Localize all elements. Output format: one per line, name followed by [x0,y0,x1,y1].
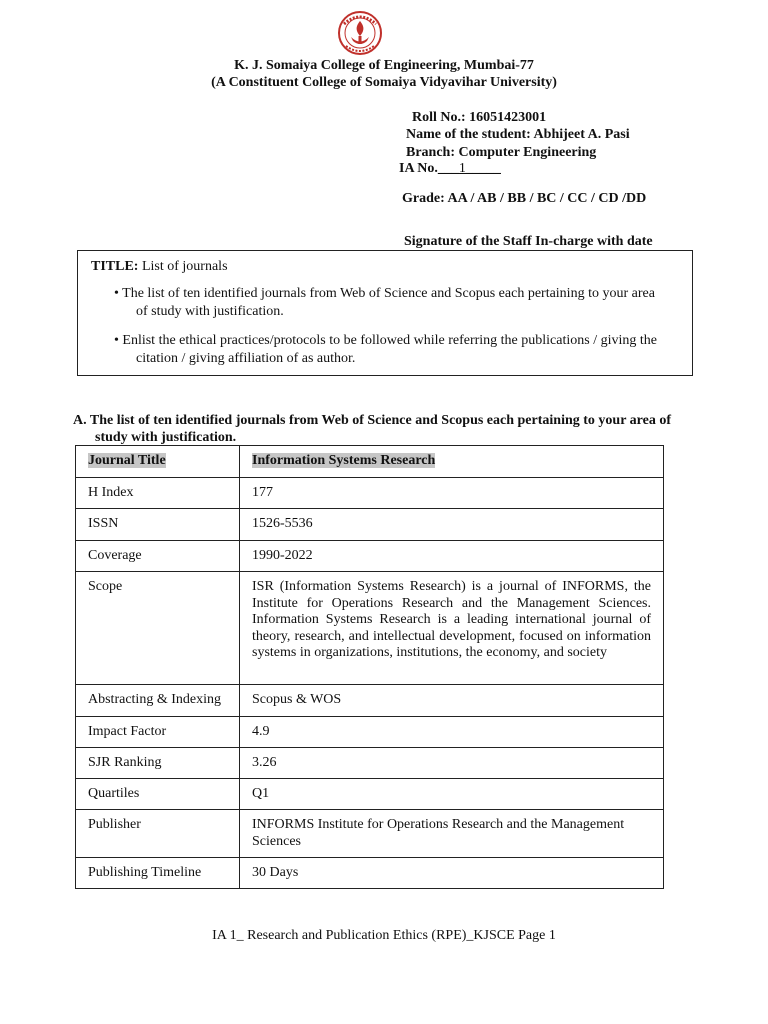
row-key: Scope [76,572,240,685]
title-value: List of journals [141,259,228,274]
row-key: Abstracting & Indexing [76,685,240,717]
row-value: INFORMS Institute for Operations Research and the Management Sciences [240,810,664,858]
table-row [76,810,664,858]
row-key: SJR Ranking [76,748,240,779]
bullet-journals-line1: • The list of ten identified journals from Web of Science and Scopus each pertaining to your area [114,286,655,301]
college-name: K. J. Somaiya College of Engineering, Mumbai-77 [234,58,534,73]
bullet-ethics [114,332,684,368]
table-row [76,717,664,748]
header-key: Journal Title [88,453,166,468]
row-key: Coverage [76,541,240,572]
roll-number: Roll No.: 16051423001 [412,110,547,125]
section-a-line1: A. The list of ten identified journals from Web of Science and Scopus each pertaining to your area of [73,413,671,428]
journal-table [75,445,664,889]
table-row [76,858,664,889]
ia-label: IA No. [399,161,438,176]
header-value: Information Systems Research [252,453,436,468]
title-box [77,250,693,376]
row-key: Publishing Timeline [76,858,240,889]
table-header-row [76,446,664,478]
row-value: ISR (Information Systems Research) is a journal of INFORMS, the Institute for Operations Research and the Management Sciences. Information Systems Research is a leading international journal of theory, research, and intellectual development, focused on information systems in organizations, institutions, the economy, and society [240,572,664,685]
section-a-line2: study with justification. [95,430,237,445]
row-value: Q1 [240,779,664,810]
title-line [91,258,228,276]
table-row [76,779,664,810]
branch: Branch: Computer Engineering [406,145,597,160]
table-row [76,478,664,509]
row-key: Impact Factor [76,717,240,748]
grade-line: Grade: AA / AB / BB / BC / CC / CD /DD [402,191,647,206]
row-key: Quartiles [76,779,240,810]
bullet-ethics-line2: citation / giving affiliation of as author. [136,351,356,366]
section-a-heading [73,412,713,446]
row-key: H Index [76,478,240,509]
student-name: Name of the student: Abhijeet A. Pasi [406,127,630,142]
row-value: 3.26 [240,748,664,779]
bullet-journals-line2: of study with justification. [136,304,284,319]
university-line: (A Constituent College of Somaiya Vidyavihar University) [211,75,557,90]
header-value-cell [240,446,664,478]
header-key-cell [76,446,240,478]
table-row [76,572,664,685]
row-value: 30 Days [240,858,664,889]
row-key: ISSN [76,509,240,541]
bullet-journals [114,285,684,321]
row-value: 177 [240,478,664,509]
table-row [76,748,664,779]
row-value: Scopus & WOS [240,685,664,717]
page-footer: IA 1_ Research and Publication Ethics (RPE)_KJSCE Page 1 [212,928,556,943]
table-row [76,541,664,572]
signature-line: Signature of the Staff In-charge with date [404,234,653,249]
row-value: 1990-2022 [240,541,664,572]
college-logo [336,10,384,56]
table-row [76,509,664,541]
row-key: Publisher [76,810,240,858]
table-row [76,685,664,717]
row-value: 4.9 [240,717,664,748]
title-label: TITLE: [91,259,139,274]
bullet-ethics-line1: • Enlist the ethical practices/protocols to be followed while referring the publications / giving the [114,333,657,348]
ia-value: ___1_____ [437,161,501,176]
ia-number [399,160,501,177]
row-value: 1526-5536 [240,509,664,541]
